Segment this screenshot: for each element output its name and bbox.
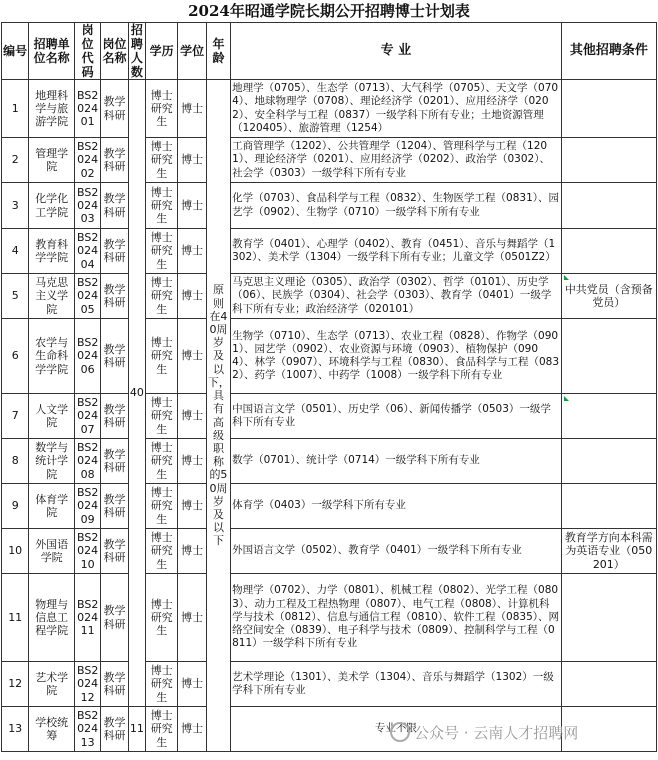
row-post: 教学科研 — [101, 138, 128, 183]
header-post: 岗位名称 — [101, 23, 128, 80]
watermark — [390, 722, 578, 743]
row-degree: 博士 — [178, 707, 206, 752]
row-unit: 体育学院 — [29, 484, 75, 529]
row-edu: 博士研究生 — [145, 80, 177, 138]
row-post: 教学科研 — [101, 529, 128, 574]
table-row — [2, 274, 657, 319]
row-edu: 博士研究生 — [145, 319, 177, 394]
row-degree: 博士 — [178, 183, 206, 229]
row-unit: 物理与信息工程学院 — [29, 574, 75, 662]
row-no: 10 — [2, 529, 29, 574]
header-age: 年龄 — [206, 23, 230, 80]
row-edu: 博士研究生 — [145, 138, 177, 183]
row-unit: 外国语学院 — [29, 529, 75, 574]
row-edu: 博士研究生 — [145, 662, 177, 707]
row-unit: 马克思主义学院 — [29, 274, 75, 319]
row-code: BS202412 — [75, 662, 101, 707]
row-post: 教学科研 — [101, 394, 128, 439]
row-other — [561, 574, 656, 662]
row-edu: 博士研究生 — [145, 229, 177, 274]
table-row — [2, 229, 657, 274]
header-edu: 学历 — [145, 23, 177, 80]
row-other — [561, 394, 656, 439]
header-row — [2, 23, 657, 80]
row-unit: 管理学院 — [29, 138, 75, 183]
row-no: 12 — [2, 662, 29, 707]
header-unit: 招聘单位名称 — [29, 23, 75, 80]
row-post: 教学科研 — [101, 274, 128, 319]
row-post: 教学科研 — [101, 484, 128, 529]
row-major: 中国语言文学（0501）、历史学（06）、新闻传播学（0503）一级学科下所有专业 — [231, 394, 562, 439]
table-row — [2, 529, 657, 574]
row-code: BS202407 — [75, 394, 101, 439]
table-row — [2, 80, 657, 138]
row-no: 5 — [2, 274, 29, 319]
row-no: 11 — [2, 574, 29, 662]
row-unit: 人文学院 — [29, 394, 75, 439]
row-other — [561, 662, 656, 707]
row-unit: 教育科学学院 — [29, 229, 75, 274]
row-other — [561, 484, 656, 529]
row-edu: 博士研究生 — [145, 439, 177, 484]
row-major: 工商管理学（1202）、公共管理学（1204）、管理科学与工程（1201）、理论经济学（0201）、应用经济学（0202）、政治学（0302）、社会学（0303）一级学科下所有专业 — [231, 138, 562, 183]
row-post: 教学科研 — [101, 662, 128, 707]
row-degree: 博士 — [178, 394, 206, 439]
row-other: 中共党员（含预备党员） — [561, 274, 656, 319]
row-unit: 地理科学与旅游学院 — [29, 80, 75, 138]
row-unit: 数学与统计学院 — [29, 439, 75, 484]
row-code: BS202404 — [75, 229, 101, 274]
row-other — [561, 439, 656, 484]
row-no: 3 — [2, 183, 29, 229]
row-degree: 博士 — [178, 662, 206, 707]
count-merged: 40 — [128, 80, 145, 707]
row-post: 教学科研 — [101, 707, 128, 752]
row-major: 专业不限 — [231, 707, 562, 752]
row-no: 6 — [2, 319, 29, 394]
row-code: BS202410 — [75, 529, 101, 574]
header-other: 其他招聘条件 — [561, 23, 656, 80]
row-major: 地理学（0705）、生态学（0713）、大气科学（0705）、天文学（0704）、地球物理学（0708）、理论经济学（0201）、应用经济学（0202）、安全科学与工程（0837）一级学科下所有专业；土地资源管理（120405）、旅游管理（1254） — [231, 80, 562, 138]
row-major: 数学（0701）、统计学（0714）一级学科下所有专业 — [231, 439, 562, 484]
row-post: 教学科研 — [101, 574, 128, 662]
table-row — [2, 394, 657, 439]
table-row — [2, 319, 657, 394]
row-post: 教学科研 — [101, 319, 128, 394]
row-no: 7 — [2, 394, 29, 439]
row-other — [561, 229, 656, 274]
row-degree: 博士 — [178, 529, 206, 574]
cell-comment-marker — [564, 396, 569, 401]
row-degree: 博士 — [178, 439, 206, 484]
row-no: 13 — [2, 707, 29, 752]
row-post: 教学科研 — [101, 80, 128, 138]
page-title: 2024年昭通学院长期公开招聘博士计划表 — [188, 2, 470, 20]
row-no: 2 — [2, 138, 29, 183]
row-code: BS202405 — [75, 274, 101, 319]
row-major: 艺术学理论（1301）、美术学（1304）、音乐与舞蹈学（1302）一级学科下所有专业 — [231, 662, 562, 707]
row-edu: 博士研究生 — [145, 529, 177, 574]
row-no: 8 — [2, 439, 29, 484]
row-other — [561, 80, 656, 138]
row-edu: 博士研究生 — [145, 274, 177, 319]
row-major: 马克思主义理论（0305）、政治学（0302）、哲学（0101）、历史学（06）、民族学（0304）、社会学（0303）、教育学（0401）一级学科下所有专业；政治经济学（020101） — [231, 274, 562, 319]
row-major: 教育学（0401）、心理学（0402）、教育（0451）、音乐与舞蹈学（1302）、美术学（1304）一级学科下所有专业；儿童文学（0501Z2） — [231, 229, 562, 274]
row-major: 物理学（0702）、力学（0801）、机械工程（0802）、光学工程（0803）、动力工程及工程热物理（0807）、电气工程（0808）、计算机科学与技术（0812）、信息与通信工程（0810）、软件工程（0835）、网络空间安全（0839）、电子科学与技术（0809）、控制科学与工程（0811）一级学科下所有专业 — [231, 574, 562, 662]
watermark-text: 公众号 · 云南人才招聘网 — [414, 724, 579, 742]
table-row — [2, 439, 657, 484]
row-edu: 博士研究生 — [145, 394, 177, 439]
table-row — [2, 138, 657, 183]
row-major: 化学（0703）、食品科学与工程（0832）、生物医学工程（0831）、园艺学（0902）、生物学（0710）一级学科下所有专业 — [231, 183, 562, 229]
age-merged: 原则在40周岁及以下，具有高级职称的50周岁及以下 — [206, 80, 230, 752]
table-row — [2, 484, 657, 529]
row-code: BS202411 — [75, 574, 101, 662]
row-no: 1 — [2, 80, 29, 138]
row-post: 教学科研 — [101, 439, 128, 484]
row-no: 4 — [2, 229, 29, 274]
header-degree: 学位 — [178, 23, 206, 80]
row-major: 外国语言文学（0502）、教育学（0401）一级学科下所有专业 — [231, 529, 562, 574]
row-code: BS202409 — [75, 484, 101, 529]
row-edu: 博士研究生 — [145, 484, 177, 529]
row-post: 教学科研 — [101, 183, 128, 229]
row-degree: 博士 — [178, 229, 206, 274]
row-unit: 学校统筹 — [29, 707, 75, 752]
wechat-icon — [390, 722, 410, 742]
row-unit: 农学与生命科学学院 — [29, 319, 75, 394]
header-major: 专 业 — [231, 23, 562, 80]
cell-comment-marker — [564, 275, 569, 280]
row-edu: 博士研究生 — [145, 574, 177, 662]
row-edu: 博士研究生 — [145, 183, 177, 229]
row-edu: 博士研究生 — [145, 707, 177, 752]
count-last: 11 — [128, 707, 145, 752]
row-code: BS202402 — [75, 138, 101, 183]
row-code: BS202406 — [75, 319, 101, 394]
row-degree: 博士 — [178, 274, 206, 319]
table-row — [2, 183, 657, 229]
row-other — [561, 319, 656, 394]
row-degree: 博士 — [178, 484, 206, 529]
row-other — [561, 138, 656, 183]
row-code: BS202413 — [75, 707, 101, 752]
row-major: 生物学（0710）、生态学（0713）、农业工程（0828）、作物学（0901）、园艺学（0902）、农业资源与环境（0903）、植物保护（0904）、林学（0907）、环境科学与工程（0830）、食品科学与工程（0832）、药学（1007）、中药学（1008）一级学科下所有专业 — [231, 319, 562, 394]
row-other — [561, 183, 656, 229]
row-unit: 艺术学院 — [29, 662, 75, 707]
recruitment-table — [1, 22, 657, 752]
row-no: 9 — [2, 484, 29, 529]
row-degree: 博士 — [178, 80, 206, 138]
row-unit: 化学化工学院 — [29, 183, 75, 229]
row-degree: 博士 — [178, 138, 206, 183]
row-code: BS202403 — [75, 183, 101, 229]
table-row — [2, 574, 657, 662]
header-no: 编号 — [2, 23, 29, 80]
header-code: 岗位代码 — [75, 23, 101, 80]
row-major: 体育学（0403）一级学科下所有专业 — [231, 484, 562, 529]
row-code: BS202401 — [75, 80, 101, 138]
table-row — [2, 662, 657, 707]
row-degree: 博士 — [178, 319, 206, 394]
header-count: 招聘人数 — [128, 23, 145, 80]
row-degree: 博士 — [178, 574, 206, 662]
row-post: 教学科研 — [101, 229, 128, 274]
row-code: BS202408 — [75, 439, 101, 484]
row-other: 教育学方向本科需为英语专业（050201） — [561, 529, 656, 574]
